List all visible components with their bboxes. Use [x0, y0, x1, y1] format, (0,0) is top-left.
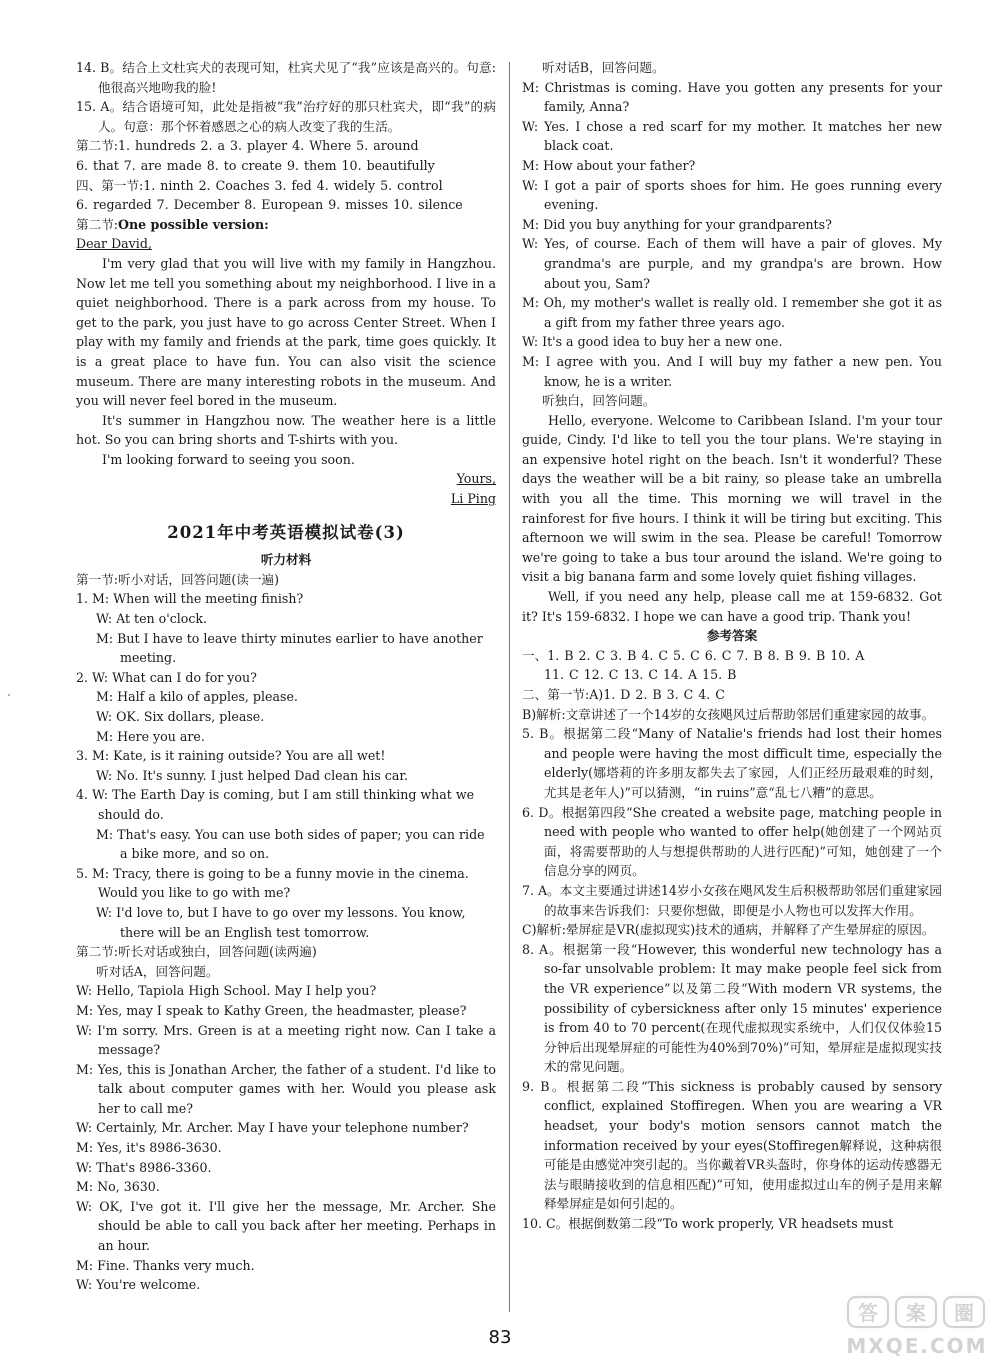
dialogue-line: 5. M: Tracy, there is going to be a funny movie in the cinema. Would you like to go with me? [76, 865, 469, 901]
svg-text:MXQE.COM: MXQE.COM [846, 1334, 988, 1358]
dialogue-line: M: Here you are. [96, 728, 205, 744]
writing-header [76, 215, 496, 235]
listening-title: 听力材料 [260, 552, 312, 568]
section1-header: 第一节:听小对话，回答问题(读一遍) [76, 571, 279, 587]
dialogue-line: W: I'm sorry. Mrs. Green is at a meeting right now. Can I take a message? [76, 1022, 496, 1058]
dialogue-line: M: Half a kilo of apples, please. [96, 689, 298, 705]
svg-text:答: 答 [858, 1301, 878, 1325]
dialogue-line: W: OK, I've got it. I'll give her the message, Mr. Archer. She should be able to call you back after her meeting. Perhaps in an hour. [76, 1198, 496, 1254]
dialogue-line: 2. W: What can I do for you? [76, 669, 257, 685]
dialogue-line: W: I'd love to, but I have to go over my lessons. You know, there will be an English test tomorrow. [96, 904, 466, 940]
letter-paragraph-2: It's summer in Hangzhou now. The weather here is a little hot. So you can bring shorts and T-shirts with you. [76, 412, 496, 448]
passage-c-note: C)解析:晕屏症是VR(虚拟现实)技术的通病，并解释了产生晕屏症的原因。 [522, 922, 935, 938]
section2-header: 第二节:听长对话或独白，回答问题(读两遍) [76, 944, 317, 960]
letter-signature [76, 489, 496, 509]
letter-paragraph-1: I'm very glad that you will live with my family in Hangzhou. Now let me tell you something about my neighborhood. I live in a quiet neighborhood. There is a park across from my house. To get to the park, you just have to go across Center Street. When I play with my family and friends at the park, time goes quickly. It is a great place to have fun. You can also visit the science museum. There are many interesting robots in the museum. And you will never feel bored in the museum. [76, 255, 496, 409]
column-divider [509, 62, 510, 1312]
dialogue-line: W: Yes, of course. Each of them will have a pair of gloves. My grandma's are purple, and my grandpa's are brown. How about you, Sam? [522, 236, 942, 291]
section2-answers-line2: 6. that 7. are made 8. to create 9. them 10. beautifully [76, 157, 435, 173]
answers-title: 参考答案 [706, 628, 758, 644]
dialogue-line: W: I got a pair of sports shoes for him. He goes running every evening. [522, 177, 942, 213]
dialogue-line: M: Yes, this is Jonathan Archer, the father of a student. I'd like to talk about computer games with her. Would you please ask her to call me? [76, 1061, 496, 1116]
dialogue-line: 1. M: When will the meeting finish? [76, 591, 304, 607]
left-column [76, 58, 496, 1295]
dialogue-line: W: No. It's sunny. I just helped Dad clean his car. [96, 767, 409, 783]
part1-answers-line1: 一、1. B 2. C 3. B 4. C 5. C 6. C 7. B 8. B 9. B 10. A [522, 647, 865, 663]
closing-text: Yours, [456, 471, 496, 487]
dialogue-line: M: But I have to leave thirty minutes earlier to have another meeting. [96, 630, 483, 666]
dialogue-a [76, 981, 496, 1295]
section4-answers-line2: 6. regarded 7. December 8. European 9. misses 10. silence [76, 197, 463, 213]
scan-dot [8, 694, 10, 696]
writing-version-title: One possible version: [118, 216, 269, 232]
dialogue-line: M: How about your father? [522, 157, 696, 173]
dialogue-line: M: Yes, may I speak to Kathy Green, the headmaster, please? [76, 1002, 467, 1018]
dialogue-1 [76, 589, 496, 667]
letter-paragraph-3: I'm looking forward to seeing you soon. [102, 451, 355, 467]
monologue-label: 听独白，回答问题。 [542, 393, 656, 409]
dialogue-line: 4. W: The Earth Day is coming, but I am still thinking what we should do. [76, 787, 475, 822]
page-number: 83 [488, 1327, 512, 1348]
answer-5-explanation: 5. B。根据第二段“Many of Natalie's friends had lost their homes and people were having the most difficult time, especially the elderly(娜塔莉的许多朋友都失去了家园，人们正经历最艰难的时刻，尤其是老年人)”可以猜测，“in ruins”意“乱七八糟”的意思。 [522, 726, 942, 800]
dialogue-line: M: I agree with you. And I will buy my father a new pen. You know, he is a writer. [522, 353, 942, 389]
dialogue-b-label: 听对话B，回答问题。 [542, 60, 665, 75]
dialogue-line: M: Oh, my mother's wallet is really old. I remember she got it as a gift from my father three years ago. [522, 295, 942, 330]
greeting-text: Dear David, [76, 236, 152, 252]
answer-9-explanation: 9. B。根据第二段“This sickness is probably caused by sensory conflict, explained Stoffiregen. When you are wearing a VR headset, your body's motion sensors cannot match the information received by your eyes(Stoffiregen解释说，这种病很可能是由感觉冲突引起的。当你戴着VR头盔时，你身体的运动传感器无法与眼睛接收到的信息相匹配)”可知，使用虚拟过山车的例子是用来解释晕屏症是如何引起的。 [522, 1078, 942, 1212]
dialogue-4 [76, 785, 496, 863]
svg-text:圈: 圈 [954, 1301, 974, 1325]
dialogue-line: W: Certainly, Mr. Archer. May I have your telephone number? [76, 1120, 469, 1136]
part2-answers-line1: 二、第一节:A)1. D 2. B 3. C 4. C [522, 687, 725, 702]
dialogue-line: M: No, 3630. [76, 1179, 160, 1195]
dialogue-line: W: At ten o'clock. [96, 611, 208, 627]
answer-10-explanation: 10. C。根据倒数第二段“To work properly, VR headsets must [522, 1216, 894, 1232]
writing-section-label: 第二节: [76, 216, 119, 232]
dialogue-b [522, 78, 942, 392]
answer-7-explanation: 7. A。本文主要通过讲述14岁小女孩在飓风发生后积极帮助邻居们重建家园的故事来告诉我们：只要你想做，即便是小人物也可以发挥大作用。 [522, 882, 942, 918]
dialogue-line: M: Fine. Thanks very much. [76, 1257, 255, 1273]
section4-answers-line1: 四、第一节:1. ninth 2. Coaches 3. fed 4. widely 5. control [76, 177, 443, 193]
dialogue-5 [76, 864, 496, 942]
letter-closing [76, 469, 496, 489]
dialogue-line: M: Yes, it's 8986-3630. [76, 1140, 222, 1156]
dialogue-line: M: Christmas is coming. Have you gotten any presents for your family, Anna? [522, 79, 942, 115]
monologue-paragraph-2: Well, if you need any help, please call me at 159-6832. Got it? It's 159-6832. I hope we can have a good trip. Thank you! [522, 589, 942, 624]
answer-15: 15. A。结合语境可知，此处是指被“我”治疗好的那只杜宾犬，即“我”的病人。句意：那个怀着感恩之心的病人改变了我的生活。 [76, 99, 496, 134]
dialogue-line: W: You're welcome. [76, 1277, 201, 1293]
passage-b-note: B)解析:文章讲述了一个14岁的女孩飓风过后帮助邻居们重建家园的故事。 [522, 706, 935, 722]
part1-answers-line2: 11. C 12. C 13. C 14. A 15. B [544, 667, 737, 683]
dialogue-line: W: Yes. I chose a red scarf for my mother. It matches her new black coat. [522, 118, 942, 154]
dialogue-3 [76, 746, 496, 785]
exam-title: 2021年中考英语模拟试卷(3) [167, 522, 405, 542]
letter-greeting [76, 234, 496, 254]
dialogue-line: W: That's 8986-3360. [76, 1159, 212, 1175]
signature-text: Li Ping [450, 491, 496, 507]
dialogue-line: 3. M: Kate, is it raining outside? You are all wet! [76, 748, 386, 764]
svg-text:案: 案 [906, 1301, 926, 1325]
dialogue-line: W: Hello, Tapiola High School. May I help you? [76, 983, 377, 999]
dialogue-a-label: 听对话A，回答问题。 [96, 963, 219, 979]
section2-answers-line1: 第二节:1. hundreds 2. a 3. player 4. Where 5. around [76, 138, 419, 154]
right-column [522, 58, 942, 1234]
monologue-paragraph-1: Hello, everyone. Welcome to Caribbean Island. I'm your tour guide, Cindy. I'd like to tell you the tour plans. We're staying in an expensive hotel right on the beach. Isn't it wonderful? These days the weather will be a bit rainy, so please take an umbrella with you all the time. This morning we will travel in the rainforest for five hours. I think it will be tiring but exciting. This afternoon we will swim in the sea. Please be careful! Tomorrow we're going to take a bus tour around the island. We're going to visit a big banana farm and some lovely quiet fishing villages. [522, 412, 942, 585]
dialogue-line: M: Did you buy anything for your grandparents? [522, 216, 832, 232]
dialogue-line: W: It's a good idea to buy her a new one. [522, 334, 783, 350]
dialogue-line: M: That's easy. You can use both sides of paper; you can ride a bike more, and so on. [96, 826, 485, 862]
watermark-logo [842, 1293, 992, 1359]
answer-8-explanation: 8. A。根据第一段“However, this wonderful new technology has a so-far unsolvable problem: It may make people feel sick from the VR experience”以及第二段“With modern VR systems, the possibility of cybersickness after only 15 minutes' experience is from 40 to 70 percent(在现代虚拟现实系统中，人们仅仅体验15分钟后出现晕屏症的可能性为40%到70%)”可知，晕屏症是虚拟现实技术的常见问题。 [522, 941, 942, 1075]
dialogue-line: W: OK. Six dollars, please. [96, 709, 265, 724]
dialogue-2 [76, 668, 496, 746]
answer-14: 14. B。结合上文杜宾犬的表现可知，杜宾犬见了“我”应该是高兴的。句意:他很高兴地吻我的脸! [76, 60, 496, 95]
answer-6-explanation: 6. D。根据第四段“She created a website page, matching people in need with people who wanted to offer help(她创建了一个网站页面，将需要帮助的人与想提供帮助的人进行匹配)”可知，她创建了一个信息分享的网页。 [522, 804, 942, 879]
